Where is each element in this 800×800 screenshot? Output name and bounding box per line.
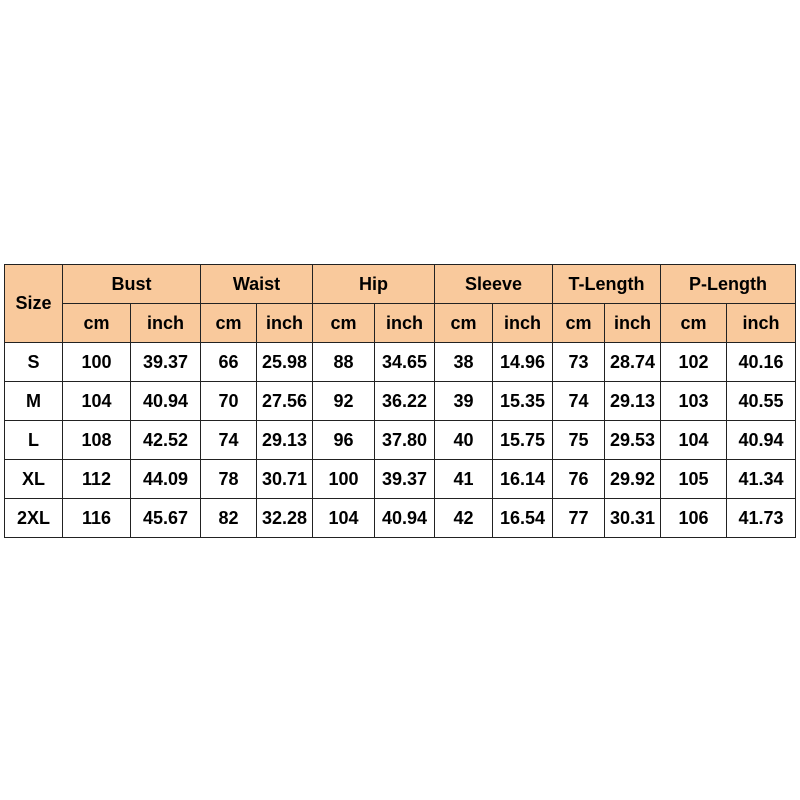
measurement-cell: 78 <box>201 460 257 499</box>
measurement-cell: 105 <box>661 460 727 499</box>
measurement-cell: 103 <box>661 382 727 421</box>
measurement-cell: 34.65 <box>375 343 435 382</box>
size-label-cell: S <box>5 343 63 382</box>
size-label-cell: L <box>5 421 63 460</box>
measurement-cell: 112 <box>63 460 131 499</box>
table-row <box>5 460 796 499</box>
measurement-cell: 102 <box>661 343 727 382</box>
table-row <box>5 382 796 421</box>
measurement-cell: 108 <box>63 421 131 460</box>
measurement-cell: 39.37 <box>131 343 201 382</box>
measurement-cell: 40.16 <box>727 343 796 382</box>
measurement-cell: 15.75 <box>493 421 553 460</box>
measurement-cell: 76 <box>553 460 605 499</box>
measurement-cell: 75 <box>553 421 605 460</box>
measurement-cell: 100 <box>63 343 131 382</box>
measurement-cell: 116 <box>63 499 131 538</box>
table-row <box>5 499 796 538</box>
group-header-t-length: T-Length <box>553 265 661 304</box>
size-header: Size <box>5 265 63 343</box>
group-header-sleeve: Sleeve <box>435 265 553 304</box>
measurement-cell: 40.94 <box>131 382 201 421</box>
measurement-cell: 104 <box>661 421 727 460</box>
measurement-cell: 28.74 <box>605 343 661 382</box>
measurement-cell: 25.98 <box>257 343 313 382</box>
measurement-cell: 45.67 <box>131 499 201 538</box>
measurement-cell: 66 <box>201 343 257 382</box>
measurement-cell: 104 <box>313 499 375 538</box>
measurement-cell: 40.94 <box>727 421 796 460</box>
header-row-units <box>5 304 796 343</box>
unit-header: inch <box>727 304 796 343</box>
table-row <box>5 343 796 382</box>
measurement-cell: 82 <box>201 499 257 538</box>
unit-header: inch <box>375 304 435 343</box>
measurement-cell: 36.22 <box>375 382 435 421</box>
measurement-cell: 41 <box>435 460 493 499</box>
measurement-cell: 44.09 <box>131 460 201 499</box>
unit-header: cm <box>313 304 375 343</box>
size-label-cell: M <box>5 382 63 421</box>
size-label-cell: XL <box>5 460 63 499</box>
group-header-hip: Hip <box>313 265 435 304</box>
unit-header: inch <box>605 304 661 343</box>
measurement-cell: 40.94 <box>375 499 435 538</box>
unit-header: inch <box>257 304 313 343</box>
measurement-cell: 92 <box>313 382 375 421</box>
measurement-cell: 15.35 <box>493 382 553 421</box>
size-label-cell: 2XL <box>5 499 63 538</box>
unit-header: cm <box>201 304 257 343</box>
unit-header: cm <box>63 304 131 343</box>
measurement-cell: 88 <box>313 343 375 382</box>
measurement-cell: 42.52 <box>131 421 201 460</box>
measurement-cell: 40.55 <box>727 382 796 421</box>
measurement-cell: 16.54 <box>493 499 553 538</box>
measurement-cell: 29.92 <box>605 460 661 499</box>
measurement-cell: 100 <box>313 460 375 499</box>
measurement-cell: 73 <box>553 343 605 382</box>
measurement-cell: 29.13 <box>257 421 313 460</box>
measurement-cell: 37.80 <box>375 421 435 460</box>
group-header-bust: Bust <box>63 265 201 304</box>
measurement-cell: 77 <box>553 499 605 538</box>
table-row <box>5 421 796 460</box>
measurement-cell: 40 <box>435 421 493 460</box>
measurement-cell: 70 <box>201 382 257 421</box>
measurement-cell: 32.28 <box>257 499 313 538</box>
measurement-cell: 41.73 <box>727 499 796 538</box>
measurement-cell: 96 <box>313 421 375 460</box>
measurement-cell: 30.71 <box>257 460 313 499</box>
unit-header: inch <box>493 304 553 343</box>
measurement-cell: 104 <box>63 382 131 421</box>
measurement-cell: 16.14 <box>493 460 553 499</box>
measurement-cell: 30.31 <box>605 499 661 538</box>
measurement-cell: 29.53 <box>605 421 661 460</box>
header-row-groups <box>5 265 796 304</box>
measurement-cell: 39 <box>435 382 493 421</box>
measurement-cell: 42 <box>435 499 493 538</box>
unit-header: cm <box>553 304 605 343</box>
unit-header: cm <box>435 304 493 343</box>
measurement-cell: 39.37 <box>375 460 435 499</box>
measurement-cell: 27.56 <box>257 382 313 421</box>
measurement-cell: 29.13 <box>605 382 661 421</box>
measurement-cell: 41.34 <box>727 460 796 499</box>
unit-header: inch <box>131 304 201 343</box>
measurement-cell: 106 <box>661 499 727 538</box>
measurement-cell: 74 <box>201 421 257 460</box>
size-rows <box>5 343 796 538</box>
size-chart-table <box>4 264 796 538</box>
measurement-cell: 38 <box>435 343 493 382</box>
unit-header: cm <box>661 304 727 343</box>
measurement-cell: 14.96 <box>493 343 553 382</box>
group-header-p-length: P-Length <box>661 265 796 304</box>
measurement-cell: 74 <box>553 382 605 421</box>
group-header-waist: Waist <box>201 265 313 304</box>
